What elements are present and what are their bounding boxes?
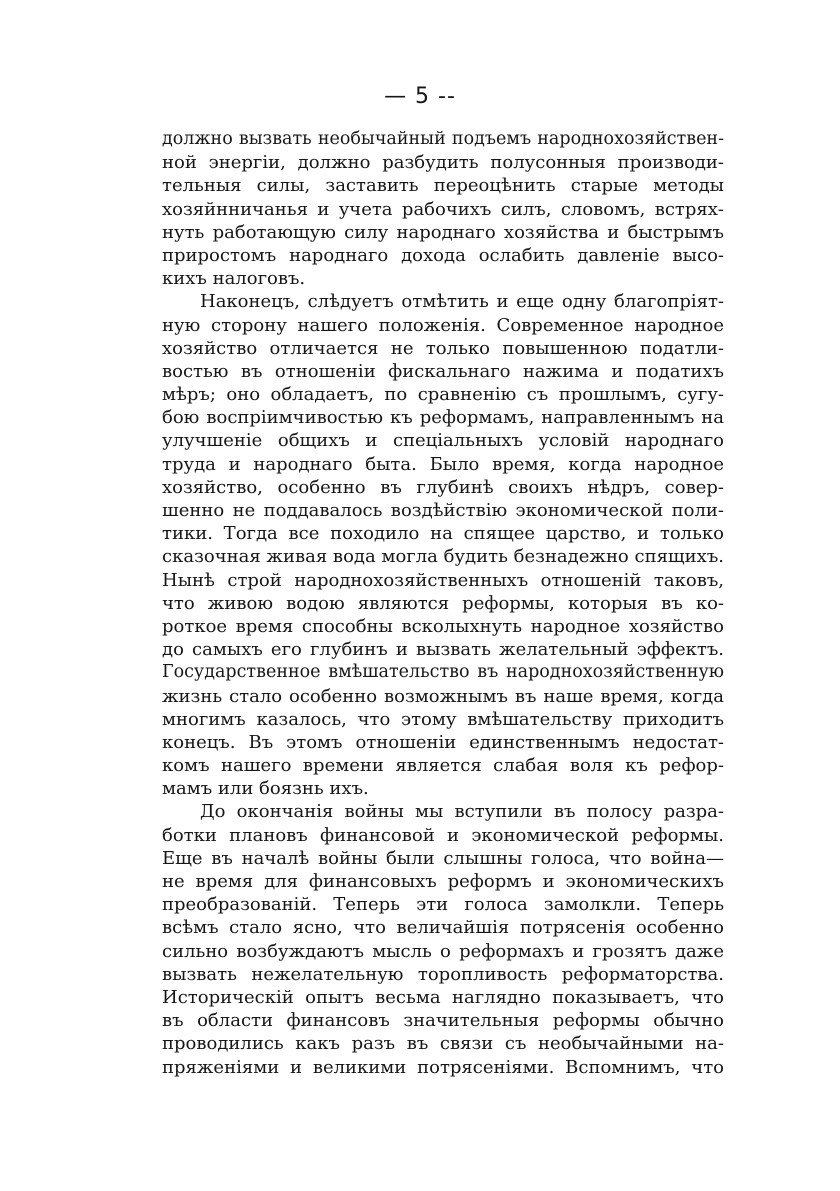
- text-line: хозяйнничанья и учета рабочихъ силъ, словомъ, встрях-: [162, 198, 724, 220]
- text-line: многимъ казалось, что этому вмѣшательству приходитъ: [162, 708, 724, 730]
- text-line: приростомъ народнаго дохода ослабить давленіе высо-: [162, 244, 724, 266]
- text-line: Нынѣ строй народнохозяйственныхъ отношеній таковъ,: [162, 569, 724, 591]
- text-line: мѣръ; оно обладаетъ, по сравненію съ прошлымъ, сугу-: [162, 384, 724, 406]
- text-line: въ области финансовъ значительныя реформы обычно: [162, 1010, 724, 1032]
- text-line: востью въ отношеніи фискальнаго нажима и податихъ: [162, 360, 724, 382]
- text-line: нуть работающую силу народнаго хозяйства и быстрымъ: [162, 221, 724, 243]
- text-line: ботки плановъ финансовой и экономической реформы.: [162, 824, 724, 846]
- text-line: конецъ. Въ этомъ отношеніи единственнымъ недостат-: [162, 731, 724, 753]
- text-line: должно вызвать необычайный подъемъ народнохозяйствен-: [162, 129, 724, 149]
- text-line: труда и народнаго быта. Было время, когда народное: [162, 453, 724, 475]
- paragraph: [162, 128, 724, 290]
- text-line: тельныя силы, заставить переоцѣнить старые методы: [162, 175, 724, 197]
- text-line: роткое время способны всколыхнуть народное хозяйство: [162, 615, 724, 637]
- text-line: всѣмъ стало ясно, что величайшія потрясенія особенно: [162, 917, 724, 939]
- text-line: Государственное вмѣшательство въ народнохозяйственную: [162, 662, 724, 683]
- text-line: вызвать нежелательную торопливость реформаторства.: [162, 963, 724, 985]
- text-line: Еще въ началѣ войны были слышны голоса, что война—: [162, 847, 724, 869]
- text-line: бою воспріимчивостью къ реформамъ, направленнымъ на: [162, 407, 724, 429]
- text-line: проводились какъ разъ въ связи съ необычайными на-: [162, 1033, 724, 1055]
- body-text: [162, 128, 724, 1079]
- text-line: сказочная живая вода могла будить безнадежно спящихъ.: [162, 546, 724, 568]
- text-line: что живою водою являются реформы, которыя въ ко-: [162, 592, 724, 614]
- text-line: пряженіями и великими потрясеніями. Вспомнимъ, что: [162, 1056, 724, 1078]
- text-line: Историческій опытъ весьма наглядно показываетъ, что: [162, 986, 724, 1008]
- text-line: тики. Тогда все походило на спящее царство, и только: [162, 523, 724, 545]
- text-line: ную сторону нашего положенія. Современное народное: [162, 314, 724, 336]
- text-line: улучшеніе общихъ и спеціальныхъ условій народнаго: [162, 430, 724, 452]
- text-line: сильно возбуждаютъ мысль о реформахъ и грозятъ даже: [162, 940, 724, 962]
- paragraph: [162, 290, 724, 800]
- text-line: шенно не поддавалось воздѣйствію экономической поли-: [162, 500, 724, 521]
- text-line: хозяйство отличается не только повышенною податли-: [162, 337, 724, 359]
- text-line: до самыхъ его глубинъ и вызвать желательный эффектъ.: [162, 639, 724, 661]
- text-line: жизнь стало особенно возможнымъ въ наше время, когда: [162, 685, 724, 707]
- text-line: кихъ налоговъ.: [162, 268, 306, 290]
- text-line: комъ нашего времени является слабая воля къ рефор-: [162, 755, 724, 777]
- page-number: — 5 --: [384, 84, 456, 109]
- text-line: мамъ или боязнь ихъ.: [162, 778, 369, 800]
- text-line: не время для финансовыхъ реформъ и экономическихъ: [162, 871, 724, 892]
- text-line: До окончанія войны мы вступили въ полосу разра-: [200, 801, 724, 823]
- text-line: ной энергіи, должно разбудить полусонныя производи-: [162, 152, 724, 174]
- text-line: преобразованій. Теперь эти голоса замолкли. Теперь: [162, 894, 724, 916]
- paragraph: [162, 800, 724, 1078]
- text-line: хозяйство, особенно въ глубинѣ своихъ нѣдръ, совер-: [162, 476, 724, 498]
- text-line: Наконецъ, слѣдуетъ отмѣтить и еще одну благопріят-: [200, 291, 724, 313]
